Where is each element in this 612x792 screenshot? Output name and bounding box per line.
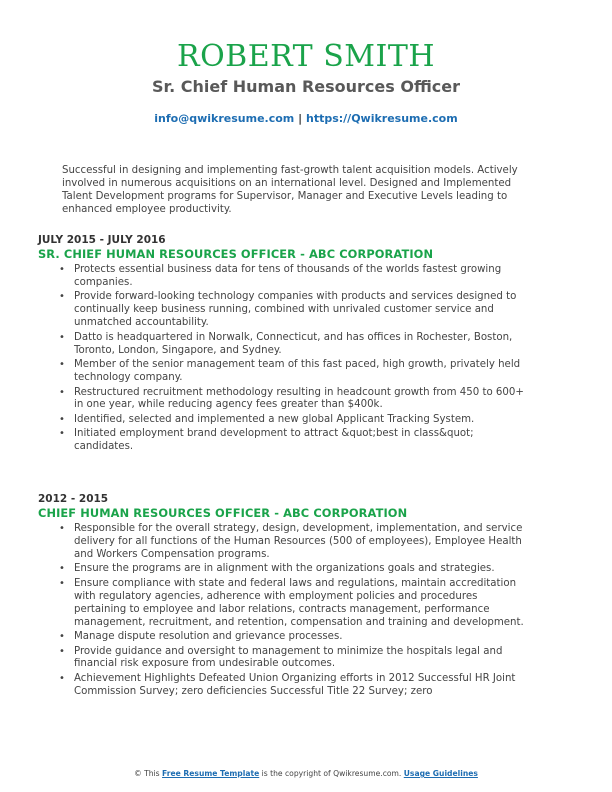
copyright-footer: [0, 769, 612, 779]
job-bullet-list: [38, 523, 528, 699]
bullet-item: [38, 646, 528, 672]
bullet-icon: •: [59, 523, 65, 534]
bullet-icon: •: [59, 631, 65, 643]
bullet-item: [38, 414, 528, 427]
free-resume-template-link[interactable]: Free Resume Template: [162, 769, 260, 778]
footer-prefix: © This: [134, 769, 160, 778]
bullet-icon: •: [59, 359, 65, 371]
bullet-icon: •: [59, 645, 65, 657]
bullet-text: Ensure the programs are in alignment with the organizations goals and strategies.: [74, 563, 495, 575]
contact-line: [0, 112, 612, 126]
bullet-text: Ensure compliance with state and federal laws and regulations, maintain accreditation with regulatory agencies, adherence with employment policies and procedures pertaining to employee and labor relations, contracts management, performance management, recruitment, and retention, compensation and training and development.: [74, 577, 524, 628]
website-link[interactable]: https://Qwikresume.com: [305, 112, 458, 125]
contact-separator: |: [298, 112, 303, 125]
bullet-icon: •: [59, 291, 65, 303]
bullet-text: Protects essential business data for tens of thousands of the worlds fastest growing companies.: [74, 264, 502, 288]
bullet-icon: •: [59, 264, 65, 275]
footer-middle: is the copyright of Qwikresume.com.: [261, 769, 402, 778]
bullet-item: [38, 428, 528, 454]
bullet-item: [38, 523, 528, 562]
job-entry-1: [38, 234, 528, 456]
candidate-title: Sr. Chief Human Resources Officer: [151, 77, 461, 96]
bullet-icon: •: [59, 413, 65, 425]
bullet-item: [38, 563, 528, 576]
bullet-item: [38, 332, 528, 358]
bullet-text: Achievement Highlights Defeated Union Organizing efforts in 2012 Successful HR Joint Commission Survey; zero deficiencies Successful Title 22 Survey; zero: [74, 672, 516, 697]
job-title: CHIEF HUMAN RESOURCES OFFICER - ABC CORPORATION: [38, 506, 408, 520]
bullet-icon: •: [59, 331, 65, 343]
bullet-icon: •: [59, 563, 65, 575]
bullet-item: [38, 291, 528, 330]
bullet-icon: •: [59, 386, 65, 398]
bullet-item: [38, 578, 528, 630]
bullet-text: Member of the senior management team of this fast paced, high growth, privately held technology company.: [74, 359, 521, 384]
candidate-name: ROBERT SMITH: [176, 39, 436, 74]
bullet-text: Manage dispute resolution and grievance processes.: [74, 631, 343, 643]
bullet-icon: •: [59, 428, 65, 440]
job-dates: JULY 2015 - JULY 2016: [38, 234, 166, 246]
bullet-item: [38, 673, 528, 699]
bullet-text: Datto is headquartered in Norwalk, Connecticut, and has offices in Rochester, Boston, Toronto, London, Singapore, and Sydney.: [74, 331, 513, 356]
bullet-text: Provide guidance and oversight to management to minimize the hospitals legal and financial risk exposure from undesirable outcomes.: [74, 645, 503, 670]
job-title: SR. CHIEF HUMAN RESOURCES OFFICER - ABC CORPORATION: [38, 247, 434, 261]
job-dates: 2012 - 2015: [38, 493, 109, 505]
bullet-text: Identified, selected and implemented a new global Applicant Tracking System.: [74, 413, 475, 425]
bullet-text: Responsible for the overall strategy, design, development, implementation, and service delivery for all functions of the Human Resources (500 of employees), Employee Health and Workers Compensation programs.: [74, 523, 523, 560]
bullet-item: [38, 387, 528, 413]
bullet-item: [38, 359, 528, 385]
job-entry-2: [38, 493, 528, 700]
job-bullet-list: [38, 264, 528, 454]
bullet-item: [38, 631, 528, 644]
bullet-text: Restructured recruitment methodology resulting in headcount growth from 450 to 600+ in one year, while reducing agency fees greater than $400k.: [74, 386, 524, 411]
bullet-item: [38, 264, 528, 290]
usage-guidelines-link[interactable]: Usage Guidelines: [403, 769, 478, 778]
summary-paragraph: Successful in designing and implementing fast-growth talent acquisition models. Actively involved in numerous acquisitions on an international level. Designed and Implemented Talent Development programs for Supervisor, Manager and Executive Levels leading to enhanced employee productivity.: [62, 165, 518, 215]
bullet-icon: •: [59, 577, 65, 589]
bullet-text: Initiated employment brand development to attract &quot;best in class&quot; candidates.: [74, 428, 474, 453]
email-link[interactable]: info@qwikresume.com: [154, 112, 295, 125]
bullet-icon: •: [59, 672, 65, 684]
bullet-text: Provide forward-looking technology companies with products and services designed to continually keep business running, combined with unrivaled customer service and unmatched accountability.: [74, 291, 517, 329]
